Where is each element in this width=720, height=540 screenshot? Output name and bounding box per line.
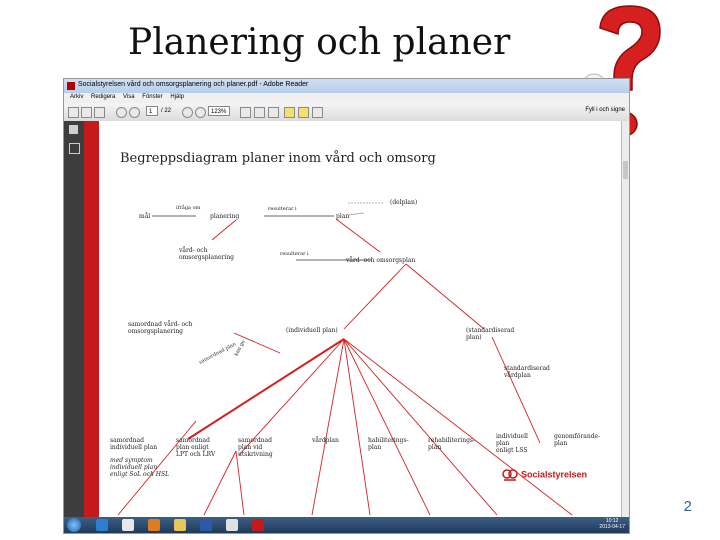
diagram-title: Begreppsdiagram planer inom vård och omsorg	[120, 151, 436, 166]
node-samordnad-individuell-plan: samordnad individuell plan	[110, 437, 158, 451]
edge-kan-ge: kan ge	[233, 339, 247, 358]
scrollbar-thumb[interactable]	[623, 161, 628, 179]
adobe-reader-icon	[67, 82, 75, 90]
slide-title: Planering och planer	[128, 22, 511, 63]
pdf-page	[84, 121, 622, 517]
attachments-icon[interactable]	[69, 143, 80, 154]
outlook-icon[interactable]	[148, 519, 160, 531]
fill-and-sign-button[interactable]: Fyll i och signe	[585, 107, 625, 113]
node-rehabiliteringsplan: rehabiliterings- plan	[428, 437, 476, 451]
document-icon[interactable]	[226, 519, 238, 531]
menu-visa[interactable]: Visa	[123, 94, 135, 100]
zoom-out-icon[interactable]	[182, 107, 193, 118]
node-samordnad-planering: samordnad vård- och omsorgsplanering	[128, 321, 193, 335]
node-plan-lpt-lrv: samordnad plan enligt LPT och LRV	[176, 437, 216, 458]
node-mal: mål	[139, 213, 151, 220]
menu-fonster[interactable]: Fönster	[142, 94, 163, 100]
fit-width-icon[interactable]	[254, 107, 265, 118]
socialstyrelsen-emblem-icon	[502, 469, 518, 481]
left-navigation-rail	[64, 121, 84, 517]
pdf-reader-screenshot	[63, 78, 630, 534]
page-number-input[interactable]: 1	[146, 106, 158, 116]
menu-hjalp[interactable]: Hjälp	[170, 94, 184, 100]
edge-resulterar-i-2: resulterar i	[280, 251, 309, 257]
highlight-icon[interactable]	[298, 107, 309, 118]
node-plan: plan	[336, 213, 350, 220]
prev-page-icon[interactable]	[116, 107, 127, 118]
email-icon[interactable]	[94, 107, 105, 118]
menu-arkiv[interactable]: Arkiv	[70, 94, 84, 100]
menu-redigera[interactable]: Redigera	[91, 94, 116, 100]
media-player-icon[interactable]	[122, 519, 134, 531]
node-habiliteringsplan: habiliterings- plan	[368, 437, 409, 451]
rotate-icon[interactable]	[268, 107, 279, 118]
word-icon[interactable]	[200, 519, 212, 531]
node-vard-och-omsorgsplanering: vård- och omsorgsplanering	[179, 247, 235, 261]
adobe-pdf-taskbar-icon[interactable]	[252, 519, 264, 531]
pages-panel-icon[interactable]	[69, 125, 78, 134]
start-button[interactable]	[67, 518, 81, 532]
edge-ifraga-om: ifråga om	[176, 205, 201, 211]
next-page-icon[interactable]	[129, 107, 140, 118]
node-standardiserad-plan: (standardiserad plan)	[466, 327, 515, 341]
window-title: Socialstyrelsen vård och omsorgsplanering och planer.pdf - Adobe Reader	[78, 81, 309, 88]
internet-explorer-icon[interactable]	[96, 519, 108, 531]
fit-page-icon[interactable]	[240, 107, 251, 118]
open-icon[interactable]	[68, 107, 79, 118]
slide-number: 2	[683, 498, 692, 515]
zoom-input[interactable]: 123%	[208, 106, 230, 116]
text-tool-icon[interactable]	[312, 107, 323, 118]
system-tray-clock[interactable]: 10:12 2013-04-17	[599, 518, 625, 530]
page-total: / 22	[161, 108, 172, 114]
window-title-bar	[64, 79, 629, 93]
comment-icon[interactable]	[284, 107, 295, 118]
node-vard-och-omsorgsplan: vård- och omsorgsplan	[346, 257, 416, 264]
node-planering: planering	[210, 213, 240, 220]
vertical-scrollbar[interactable]	[621, 121, 629, 517]
node-vardplan: vårdplan	[312, 437, 339, 444]
windows-taskbar	[64, 517, 629, 533]
zoom-in-icon[interactable]	[195, 107, 206, 118]
toolbar	[64, 103, 629, 122]
menu-bar	[64, 93, 629, 103]
edge-resulterar-i: resulterar i	[268, 206, 297, 212]
print-icon[interactable]	[81, 107, 92, 118]
node-standardiserad-vardplan: standardiserad vårdplan	[504, 365, 550, 379]
node-individuell-plan-sol-hsl: med symptom individuell plan enligt SoL och HSL	[110, 457, 170, 478]
node-individuell-plan-lss: individuell plan enligt LSS	[496, 433, 528, 454]
svg-text:samordnad plan: samordnad plan	[198, 341, 238, 366]
node-plan-vid-utskrivning: samordnad plan vid utskrivning	[238, 437, 273, 458]
node-individuell-plan: (individuell plan)	[286, 327, 338, 334]
socialstyrelsen-logo: Socialstyrelsen	[502, 469, 587, 481]
node-delplan: (delplan)	[390, 199, 418, 206]
node-genomforandeplan: genomförande- plan	[554, 433, 601, 447]
explorer-folder-icon[interactable]	[174, 519, 186, 531]
